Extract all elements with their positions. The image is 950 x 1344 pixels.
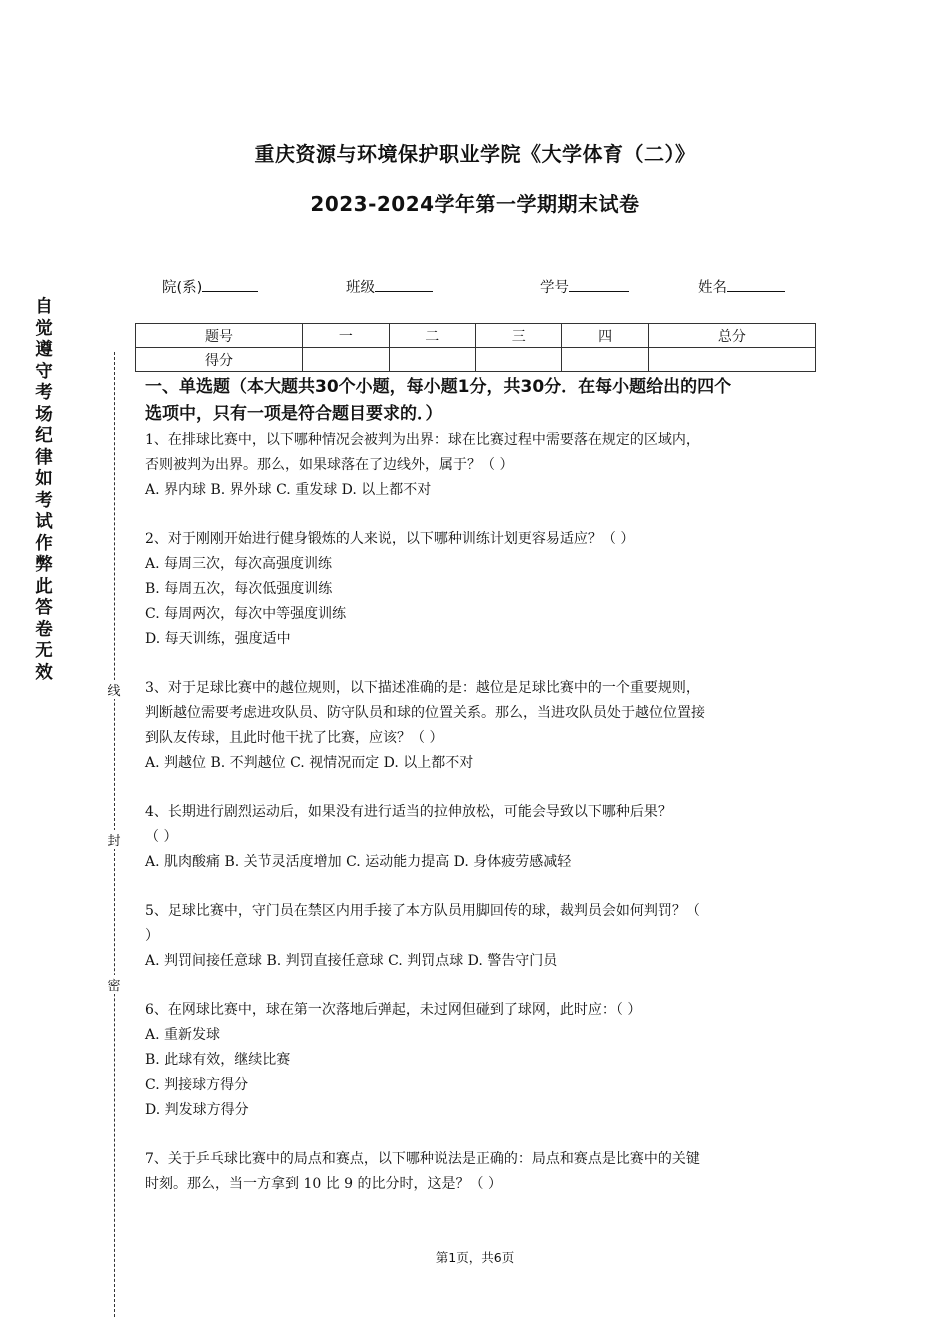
question-text: （ ） xyxy=(145,829,178,845)
student-id-field[interactable] xyxy=(540,276,629,297)
answer-options: A. 肌肉酸痛 B. 关节灵活度增加 C. 运动能力提高 D. 身体疲劳感减轻 xyxy=(145,854,572,870)
student-id-label: 学号 xyxy=(540,280,569,296)
notice-char: 无 xyxy=(35,641,53,661)
notice-char: 律 xyxy=(35,447,53,468)
score-table xyxy=(135,323,816,372)
class-blank[interactable] xyxy=(375,277,433,292)
answer-option: C. 判接球方得分 xyxy=(145,1077,249,1093)
department-label: 院(系) xyxy=(162,280,203,296)
notice-char: 觉 xyxy=(35,318,53,339)
answer-option: A. 重新发球 xyxy=(145,1027,221,1043)
section-heading-line: 选项中，只有一项是符合题目要求的．） xyxy=(145,404,443,424)
binding-mark-mi: 密 xyxy=(106,975,122,994)
notice-char: 如 xyxy=(35,469,53,489)
notice-char: 答 xyxy=(35,598,53,618)
exam-title-line1: 重庆资源与环境保护职业学院《大学体育（二）》 xyxy=(254,142,696,166)
question-4 xyxy=(145,800,815,875)
notice-char: 考 xyxy=(35,383,53,403)
score-table-cell: 得分 xyxy=(136,348,303,372)
answer-option: D. 每天训练，强度适中 xyxy=(145,631,291,647)
section-heading xyxy=(145,374,815,428)
notice-char: 场 xyxy=(35,404,53,425)
score-entry-cell[interactable] xyxy=(562,348,648,372)
score-entry-cell[interactable] xyxy=(648,348,815,372)
notice-char: 卷 xyxy=(35,619,53,640)
question-text: 5、足球比赛中，守门员在禁区内用手接了本方队员用脚回传的球，裁判员会如何判罚？（ xyxy=(145,903,700,919)
answer-options: A. 判罚间接任意球 B. 判罚直接任意球 C. 判罚点球 D. 警告守门员 xyxy=(145,953,558,969)
question-1 xyxy=(145,428,815,503)
score-entry-cell[interactable] xyxy=(475,348,561,372)
notice-char: 考 xyxy=(35,490,53,511)
notice-char: 效 xyxy=(35,662,53,683)
exam-body xyxy=(145,374,815,1221)
question-5 xyxy=(145,899,815,974)
department-blank[interactable] xyxy=(202,277,258,292)
notice-char: 作 xyxy=(35,533,53,554)
question-6 xyxy=(145,998,815,1123)
answer-option: D. 判发球方得分 xyxy=(145,1102,249,1118)
score-table-cell: 题号 xyxy=(136,324,303,348)
answer-options: A. 判越位 B. 不判越位 C. 视情况而定 D. 以上都不对 xyxy=(145,755,474,771)
question-text: 6、在网球比赛中，球在第一次落地后弹起，未过网但碰到了球网，此时应：（ ） xyxy=(145,1002,642,1018)
score-table-header-row xyxy=(136,324,816,348)
section-heading-line: 一、单选题（本大题共30个小题，每小题1分，共30分．在每小题给出的四个 xyxy=(145,377,732,397)
question-7 xyxy=(145,1147,815,1197)
question-text: ） xyxy=(145,928,159,944)
score-entry-cell[interactable] xyxy=(389,348,475,372)
question-3 xyxy=(145,676,815,776)
class-label: 班级 xyxy=(346,280,375,296)
binding-mark-feng: 封 xyxy=(106,830,122,849)
question-text: 1、在排球比赛中，以下哪种情况会被判为出界：球在比赛过程中需要落在规定的区域内， xyxy=(145,432,700,448)
notice-char: 自 xyxy=(35,297,53,317)
binding-mark-xian: 线 xyxy=(106,680,122,699)
question-text: 否则被判为出界。那么，如果球落在了边线外，属于？（ ） xyxy=(145,457,514,473)
answer-options: A. 界内球 B. 界外球 C. 重发球 D. 以上都不对 xyxy=(145,482,432,498)
page-number: 第1页，共6页 xyxy=(435,1250,515,1265)
answer-option: B. 此球有效，继续比赛 xyxy=(145,1052,291,1068)
name-blank[interactable] xyxy=(727,277,785,292)
question-text: 2、对于刚刚开始进行健身锻炼的人来说，以下哪种训练计划更容易适应？（ ） xyxy=(145,531,635,547)
notice-char: 遵 xyxy=(35,340,53,360)
notice-char: 守 xyxy=(35,361,53,382)
score-table-cell: 总分 xyxy=(648,324,815,348)
score-table-cell: 二 xyxy=(389,324,475,348)
answer-option: A. 每周三次，每次高强度训练 xyxy=(145,556,333,572)
notice-char: 此 xyxy=(35,576,53,597)
answer-option: C. 每周两次，每次中等强度训练 xyxy=(145,606,347,622)
score-table-cell: 一 xyxy=(303,324,389,348)
student-id-blank[interactable] xyxy=(569,277,629,292)
question-text: 4、长期进行剧烈运动后，如果没有进行适当的拉伸放松，可能会导致以下哪种后果？ xyxy=(145,804,672,820)
notice-char: 弊 xyxy=(35,555,53,575)
notice-char: 纪 xyxy=(35,426,53,446)
answer-option: B. 每周五次，每次低强度训练 xyxy=(145,581,333,597)
question-2 xyxy=(145,527,815,652)
question-text: 3、对于足球比赛中的越位规则，以下描述准确的是：越位是足球比赛中的一个重要规则， xyxy=(145,680,700,696)
class-field[interactable] xyxy=(346,276,433,297)
question-text: 判断越位需要考虑进攻队员、防守队员和球的位置关系。那么，当进攻队员处于越位位置接 xyxy=(145,705,705,721)
question-text: 到队友传球，且此时他干扰了比赛，应该？（ ） xyxy=(145,730,444,746)
question-text: 时刻。那么，当一方拿到 10 比 9 的比分时，这是？（ ） xyxy=(145,1176,502,1192)
department-field[interactable] xyxy=(162,276,258,297)
score-entry-cell[interactable] xyxy=(303,348,389,372)
notice-char: 试 xyxy=(35,512,53,532)
score-table-score-row xyxy=(136,348,816,372)
name-label: 姓名 xyxy=(698,280,727,296)
score-table-cell: 四 xyxy=(562,324,648,348)
exam-title-line2: 2023-2024学年第一学期期末试卷 xyxy=(310,192,640,216)
name-field[interactable] xyxy=(698,276,785,297)
question-text: 7、关于乒乓球比赛中的局点和赛点，以下哪种说法是正确的：局点和赛点是比赛中的关键 xyxy=(145,1151,700,1167)
score-table-cell: 三 xyxy=(475,324,561,348)
exam-integrity-notice xyxy=(33,297,55,684)
